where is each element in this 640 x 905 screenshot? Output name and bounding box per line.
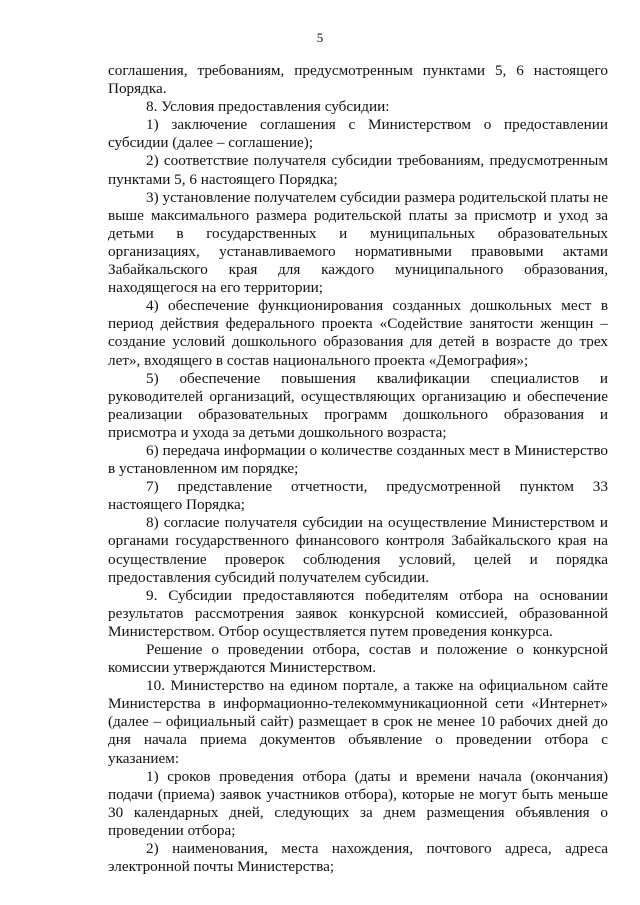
paragraph-condition-5: 5) обеспечение повышения квалификации специалистов и руководителей организаций, осуществляющих организацию и обеспечение реализации образовательных программ дошкольного образования и присмотра и ухода за детьми дошкольного возраста; bbox=[108, 369, 608, 441]
paragraph-section-9: 9. Субсидии предоставляются победителям отбора на основании результатов рассмотрения заявок конкурсной комиссией, образованной Министерством. Отбор осуществляется путем проведения конкурса. bbox=[108, 586, 608, 640]
paragraph-condition-6: 6) передача информации о количестве созданных мест в Министерство в установленном им порядке; bbox=[108, 441, 608, 478]
paragraph-condition-4: 4) обеспечение функционирования созданных дошкольных мест в период действия федерального проекта «Содействие занятости женщин – создание условий дошкольного образования для детей в возрасте до трех лет», входящего в состав национального проекта «Демография»; bbox=[108, 297, 608, 369]
paragraph-condition-2: 2) соответствие получателя субсидии требованиям, предусмотренным пунктами 5, 6 настоящего Порядка; bbox=[108, 152, 608, 188]
page-number: 5 bbox=[316, 30, 324, 45]
paragraph-condition-8: 8) согласие получателя субсидии на осуществление Министерством и органами государственного финансового контроля Забайкальского края на осуществление проверок соблюдения условий, целей и порядка предоставления субсидий получателем субсидии. bbox=[108, 514, 608, 586]
paragraph-section-10-item-2: 2) наименования, места нахождения, почтового адреса, адреса электронной почты Министерства; bbox=[108, 840, 608, 876]
paragraph-condition-1: 1) заключение соглашения с Министерством о предоставлении субсидии (далее – соглашение); bbox=[108, 116, 608, 152]
paragraph-section-9-decision: Решение о проведении отбора, состав и положение о конкурсной комиссии утверждаются Министерством. bbox=[108, 641, 608, 677]
paragraph-section-10-item-1: 1) сроков проведения отбора (даты и времени начала (окончания) подачи (приема) заявок участников отбора), которые не могут быть меньше 30 календарных дней, следующих за днем размещения объявления о проведении отбора; bbox=[108, 767, 608, 839]
paragraph-section-10: 10. Министерство на едином портале, а также на официальном сайте Министерства в информационно-телекоммуникационной сети «Интернет» (далее – официальный сайт) размещает в срок не менее 10 рабочих дней до дня начала приема документов объявление о проведении отбора с указанием: bbox=[108, 677, 608, 767]
paragraph-condition-7: 7) представление отчетности, предусмотренной пунктом 33 настоящего Порядка; bbox=[108, 478, 608, 514]
paragraph-continuation: соглашения, требованиям, предусмотренным пунктами 5, 6 настоящего Порядка. bbox=[108, 62, 608, 98]
paragraph-section-8-heading: 8. Условия предоставления субсидии: bbox=[146, 98, 390, 116]
paragraph-condition-3: 3) установление получателем субсидии размера родительской платы не выше максимального размера родительской платы за присмотр и уход за детьми в государственных и муниципальных образовательных организациях, устанавливаемого нормативными правовыми актами Забайкальского края для каждого муниципального образования, находящегося на его территории; bbox=[108, 188, 608, 297]
document-body bbox=[108, 62, 608, 876]
